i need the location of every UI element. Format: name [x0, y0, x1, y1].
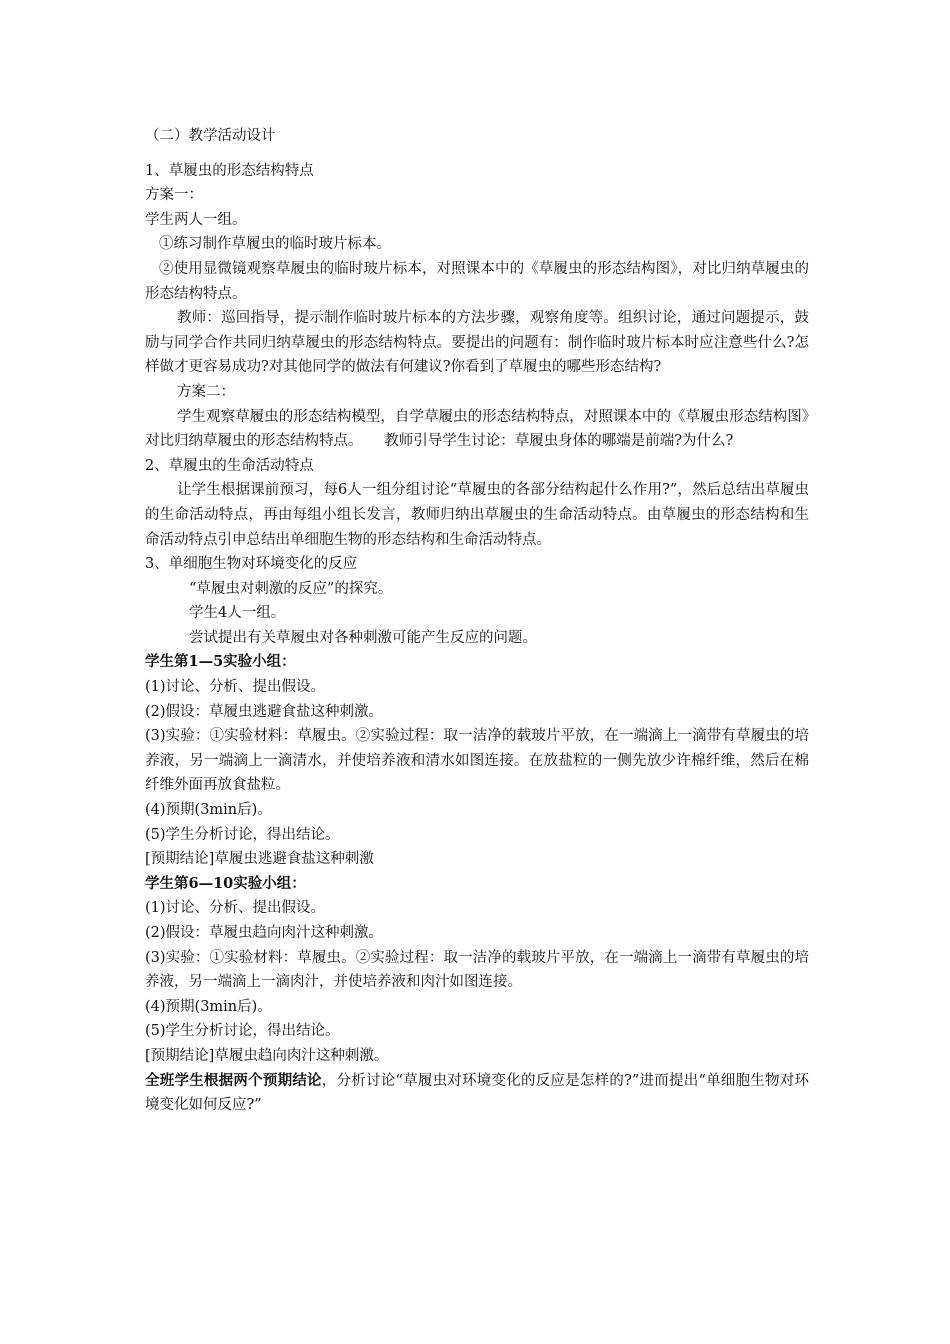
- s1-group: 学生两人一组。: [145, 211, 247, 228]
- s3-inquiry: “草履虫对刺激的反应”的探究。: [189, 580, 393, 597]
- s3-group: 学生4人一组。: [189, 605, 286, 622]
- final-bold-text: 全班学生根据两个预期结论: [145, 1071, 322, 1089]
- s1-teacher: 教师：巡回指导，提示制作临时玻片标本的方法步骤，观察角度等。组织讨论，通过问题提示，鼓励与同学合作共同归纳草履虫的形态结构特点。要提出的问题有：制作临时玻片标本时应注意些什么?怎样做才更容易成功?对其他同学的做法有何建议?你看到了草履虫的哪些形态结构?: [145, 310, 809, 376]
- s1-step2: ②使用显微镜观察草履虫的临时玻片标本，对照课本中的《草履虫的形态结构图》，对比归纳草履虫的形态结构特点。: [145, 260, 809, 302]
- final-paragraph: [145, 1069, 809, 1118]
- s3-try: 尝试提出有关草履虫对各种刺激可能产生反应的问题。: [189, 629, 537, 646]
- s1-title: 1、草履虫的形态结构特点: [145, 162, 314, 179]
- group2-conclusion: [预期结论]草履虫趋向肉汁这种刺激。: [145, 1047, 389, 1064]
- document-page: [145, 124, 809, 1118]
- s1-step1: ①练习制作草履虫的临时玻片标本。: [159, 236, 391, 253]
- s2-text: 让学生根据课前预习，每6人一组分组讨论“草履虫的各部分结构起什么作用?”，然后总结出草履虫的生命活动特点，再由每组小组长发言，教师归纳出草履虫的生命活动特点。由草履虫的形态结构和生命活动特点引申总结出单细胞生物的形态结构和生命活动特点。: [145, 482, 809, 548]
- section-title: （二）教学活动设计: [145, 128, 276, 144]
- group1-line3: (3)实验：①实验材料：草履虫。②实验过程：取一洁净的载玻片平放，在一端滴上一滴带有草履虫的培养液，另一端滴上一滴清水，并使培养液和清水如图连接。在放盐粒的一侧先放少许棉纤维，然后在棉纤维外面再放食盐粒。: [145, 728, 809, 794]
- plan2-text: 学生观察草履虫的形态结构模型，自学草履虫的形态结构特点，对照课本中的《草履虫形态结构图》对比归纳草履虫的形态结构特点。 教师引导学生讨论：草履虫身体的哪端是前端?为什么?: [145, 408, 809, 450]
- group1-conclusion: [预期结论]草履虫逃避食盐这种刺激: [145, 851, 374, 868]
- group1-line2: (2)假设：草履虫逃避食盐这种刺激。: [145, 703, 384, 720]
- plan2-label: 方案二：: [177, 383, 235, 400]
- group2-line1: (1)讨论、分析、提出假设。: [145, 900, 326, 917]
- group2-line3: (3)实验：①实验材料：草履虫。②实验过程：取一洁净的载玻片平放，在一端滴上一滴带有草履虫的培养液，另一端滴上一滴肉汁，并使培养液和肉汁如图连接。: [145, 949, 809, 991]
- s3-title: 3、单细胞生物对环境变化的反应: [145, 556, 358, 573]
- group2-line2: (2)假设：草履虫趋向肉汁这种刺激。: [145, 925, 384, 941]
- group1-line5: (5)学生分析讨论，得出结论。: [145, 826, 340, 843]
- group2-label: 学生第6—10实验小组：: [145, 874, 306, 892]
- final-rest-text: ，分析讨论“草履虫对环境变化的反应是怎样的?”进而提出“单细胞生物对环境变化如何反应?”: [145, 1072, 809, 1114]
- group1-line1: (1)讨论、分析、提出假设。: [145, 679, 326, 696]
- s2-title: 2、草履虫的生命活动特点: [145, 457, 314, 474]
- group1-line4: (4)预期(3min后)。: [145, 802, 272, 819]
- plan1-label: 方案一：: [145, 187, 203, 204]
- group2-line5: (5)学生分析讨论，得出结论。: [145, 1023, 340, 1040]
- group1-label: 学生第1—5实验小组：: [145, 653, 296, 671]
- group2-line4: (4)预期(3min后)。: [145, 998, 272, 1015]
